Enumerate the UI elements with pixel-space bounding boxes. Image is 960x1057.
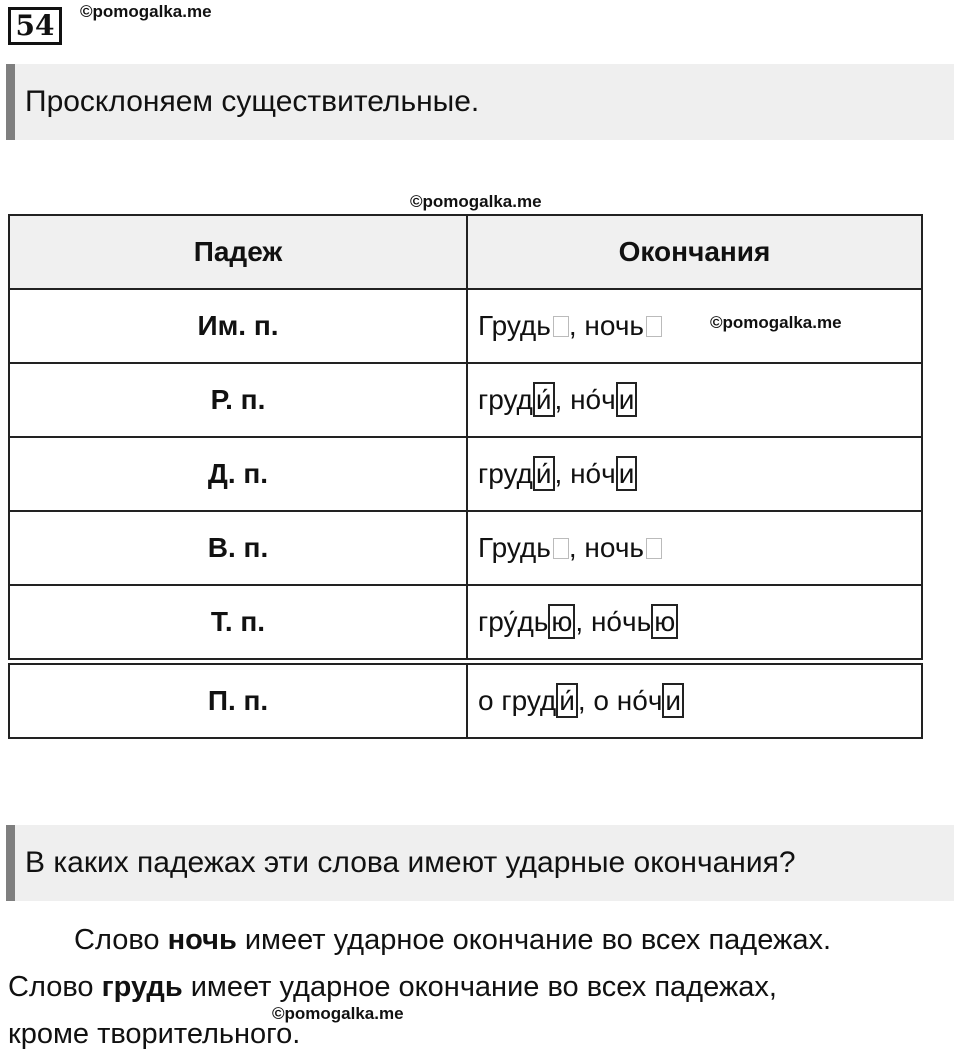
word-stem: Грудь	[478, 310, 551, 341]
case-cell: Д. п.	[9, 437, 467, 511]
word-stem: ночь	[584, 532, 645, 563]
ending-box	[553, 538, 569, 559]
section-heading-decline: Просклоняем существительные.	[6, 64, 954, 140]
answer-line-3: кроме творительного.	[8, 1018, 301, 1050]
ending-box	[646, 538, 662, 559]
table-row	[9, 511, 922, 585]
endings-cell	[467, 437, 922, 511]
endings-cell	[467, 585, 922, 659]
answer-word-noch: ночь	[167, 924, 237, 956]
table-row	[9, 363, 922, 437]
watermark-top: ©pomogalka.me	[80, 2, 212, 21]
ending-box: и́	[533, 456, 555, 491]
case-cell: Р. п.	[9, 363, 467, 437]
table-header-row	[9, 215, 922, 289]
endings-cell	[467, 363, 922, 437]
watermark-table: ©pomogalka.me	[410, 192, 542, 211]
ending-box: и́	[533, 382, 555, 417]
column-header-case: Падеж	[9, 215, 467, 289]
word-stem: но́ч	[570, 458, 616, 489]
answer-word-grud: грудь	[101, 971, 183, 1003]
word-stem: но́ч	[616, 685, 663, 716]
word-stem: груд	[478, 384, 533, 415]
word-stem: но́чь	[590, 606, 652, 637]
task-number: 54	[8, 7, 62, 45]
answer-text: имеет ударное окончание во всех падежах,	[182, 971, 777, 1003]
ending-box: ю	[651, 604, 678, 639]
word-stem: груд	[478, 458, 533, 489]
word-separator: ,	[568, 310, 585, 341]
word-stem: о груд	[478, 685, 557, 716]
ending-box: ю	[548, 604, 575, 639]
case-cell: П. п.	[9, 664, 467, 738]
word-stem: но́ч	[570, 384, 616, 415]
word-separator: ,	[568, 532, 585, 563]
ending-box	[646, 316, 662, 337]
ending-box: и́	[556, 683, 578, 718]
answer-text: Слово	[74, 924, 168, 956]
ending-box: и	[616, 382, 638, 417]
answer-text: имеет ударное окончание во всех падежах.	[236, 924, 832, 956]
word-separator: ,	[554, 384, 571, 415]
endings-cell	[467, 289, 922, 363]
watermark-row: ©pomogalka.me	[710, 313, 842, 332]
word-separator: ,	[575, 606, 591, 637]
word-separator: ,	[554, 458, 571, 489]
ending-box: и	[662, 683, 684, 718]
declension-table	[8, 214, 923, 739]
table-row	[9, 664, 922, 738]
table-row	[9, 437, 922, 511]
word-separator: , о	[577, 685, 617, 716]
table-row	[9, 585, 922, 659]
watermark-bottom: ©pomogalka.me	[272, 1004, 404, 1023]
answer-line-1	[8, 918, 960, 963]
answer-line-2	[8, 965, 948, 1010]
word-stem: Грудь	[478, 532, 551, 563]
case-cell: Т. п.	[9, 585, 467, 659]
ending-box	[553, 316, 569, 337]
word-stem: гру́дь	[478, 606, 549, 637]
section-heading-question: В каких падежах эти слова имеют ударные окончания?	[6, 825, 954, 901]
case-cell: Им. п.	[9, 289, 467, 363]
ending-box: и	[616, 456, 638, 491]
column-header-endings: Окончания	[467, 215, 922, 289]
case-cell: В. п.	[9, 511, 467, 585]
endings-cell	[467, 511, 922, 585]
answer-text: Слово	[8, 971, 102, 1003]
word-stem: ночь	[584, 310, 645, 341]
endings-cell	[467, 664, 922, 738]
